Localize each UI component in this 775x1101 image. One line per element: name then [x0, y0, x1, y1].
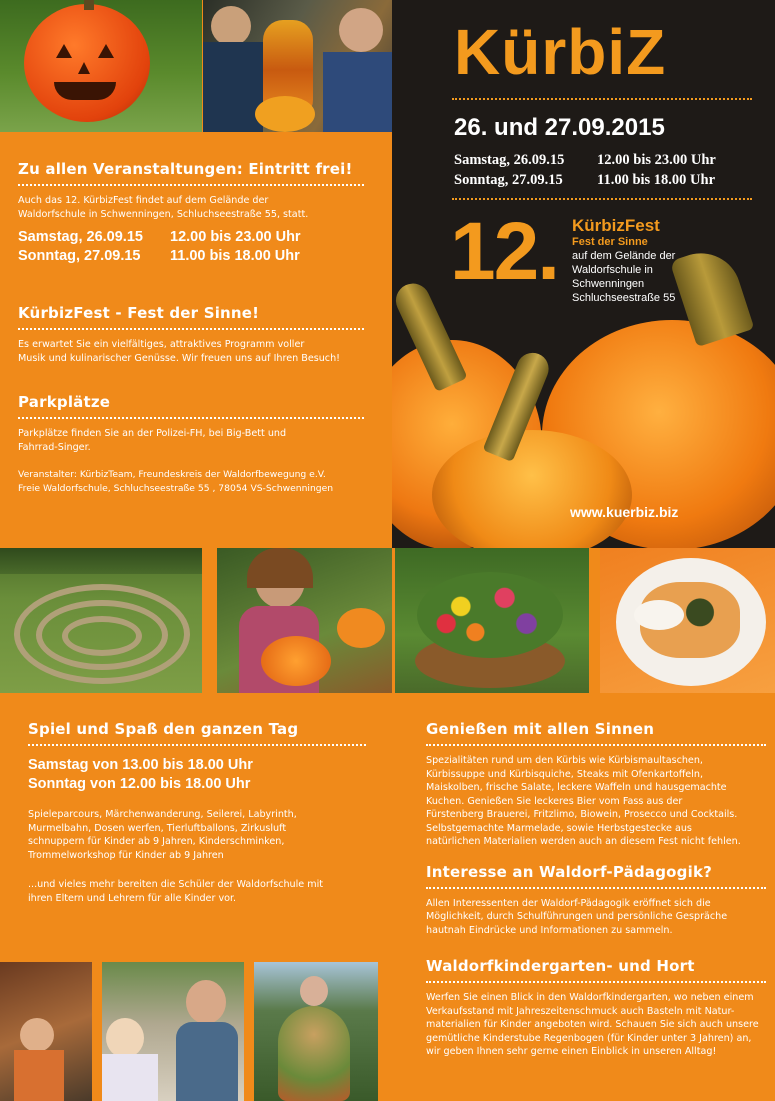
festival-text: Es erwartet Sie ein vielfältiges, attraktives Programm voller Musik und kulinarischer Genüsse. Wir freuen uns auf Ihren Besuch! [18, 339, 341, 364]
fest-info: KürbizFest Fest der Sinne auf dem Gelände der Waldorfschule in Schwenningen Schluchseestraße 55 [572, 216, 676, 304]
photo-dinner-table [203, 0, 392, 132]
dotted-divider [28, 744, 366, 746]
photo-child-wagon [0, 962, 92, 1101]
website-link[interactable]: www.kuerbiz.biz [570, 504, 679, 520]
panel-info [0, 0, 392, 548]
panel-cover [392, 0, 775, 548]
dotted-divider [18, 328, 364, 330]
dotted-divider [18, 184, 364, 186]
photo-pumpkin-dish [600, 548, 775, 693]
photo-crafting [102, 962, 244, 1101]
photo-labyrinth [0, 548, 202, 693]
fest-title: KürbizFest [572, 216, 660, 235]
edition-number: 12. [450, 206, 558, 297]
schedule: Samstag, 26.09.15 12.00 bis 23.00 Uhr Sonntag, 27.09.15 11.00 bis 18.00 Uhr [18, 229, 301, 264]
panel-activities [0, 548, 392, 1101]
pedagogy-text: Allen Interessenten der Waldorf-Pädagogik eröffnet sich die Möglichkeit, durch Schulführungen und persönliche Gespräche hautnah Eindrücke und Informationen zu sammeln. [426, 897, 728, 936]
photo-jack-o-lantern [0, 0, 202, 132]
festival-dates: 26. und 27.09.2015 [454, 114, 665, 141]
section-heading-play: Spiel und Spaß den ganzen Tag [28, 720, 299, 738]
section-heading-pedagogy: Interesse an Waldorf-Pädagogik? [426, 862, 713, 881]
intro-text: Auch das 12. KürbizFest findet auf dem Gelände der Waldorfschule in Schwenningen, Schluchseestraße 55, statt. [18, 195, 309, 220]
fest-subtitle: Fest der Sinne [572, 236, 648, 248]
photo-flower-arrangement [395, 548, 589, 693]
kindergarten-text: Werfen Sie einen Blick in den Waldorfkindergarten, wo neben einem Verkaufsstand mit Jahreszeitenschmuck auch Basteln mit Natur- materialien für Kinder angeboten wird. Schauen Sie sich auch unsere gemütliche Kinderstube Regenbogen (für Kinder unter 3 Jahren) an, wir geben Ihnen sehr gerne einen Einblick in unseren Alltag! [426, 992, 759, 1057]
play-schedule: Samstag von 13.00 bis 18.00 Uhr Sonntag von 12.00 bis 18.00 Uhr [28, 757, 253, 792]
section-heading-enjoy: Genießen mit allen Sinnen [426, 720, 655, 738]
dotted-divider [426, 887, 766, 889]
section-heading-festival: KürbizFest - Fest der Sinne! [18, 304, 260, 322]
parking-text: Parkplätze finden Sie an der Polizei-FH, bei Big-Bett und Fahrrad-Singer. [18, 428, 287, 453]
dotted-divider [18, 417, 364, 419]
dotted-divider [452, 198, 752, 200]
panel-enjoy [392, 548, 775, 1101]
enjoy-text: Spezialitäten rund um den Kürbis wie Kürbismaultaschen, Kürbissuppe und Kürbisquiche, Steaks mit Ofenkartoffeln, Maiskolben, frische Salate, leckere Waffeln und hausgemachte Kuchen. Genießen Sie leckeres Bier vom Fass aus der Fürstenberg Brauerei, Fritzlimo, Biowein, Prosecco und Cocktails. Selbstgemachte Marmelade, sowie Herbstgestecke aus natürlichen Materialien werden auch an diesem Fest nicht fehlen. [426, 755, 741, 847]
dotted-divider [452, 98, 752, 100]
kuerbiz-logo: KürbiZ [454, 16, 667, 88]
section-heading-entry: Zu allen Veranstaltungen: Eintritt frei! [18, 160, 353, 178]
photo-child-pumpkin [217, 548, 392, 693]
organizer-text: Veranstalter: KürbizTeam, Freundeskreis der Waldorfbewegung e.V. Freie Waldorfschule, Schluchseestraße 55 , 78054 VS-Schwenningen [18, 469, 334, 494]
dotted-divider [426, 981, 766, 983]
section-heading-parking: Parkplätze [18, 393, 111, 411]
more-text: ...und vieles mehr bereiten die Schüler der Waldorfschule mit ihren Eltern und Lehrern für alle Kinder vor. [28, 879, 324, 904]
section-heading-kindergarten: Waldorfkindergarten- und Hort [426, 957, 695, 975]
photo-costume [254, 962, 378, 1101]
activities-text: Spieleparcours, Märchenwanderung, Seilerei, Labyrinth, Murmelbahn, Dosen werfen, Tierluftballons, Zirkusluft schnuppern für Kinder ab 9 Jahren, Kinderschminken, Trommelworkshop für Kinder ab 9 Jahren [28, 809, 297, 861]
cover-schedule: Samstag, 26.09.15 12.00 bis 23.00 Uhr Sonntag, 27.09.15 11.00 bis 18.00 Uhr [454, 152, 716, 188]
dotted-divider [426, 744, 766, 746]
